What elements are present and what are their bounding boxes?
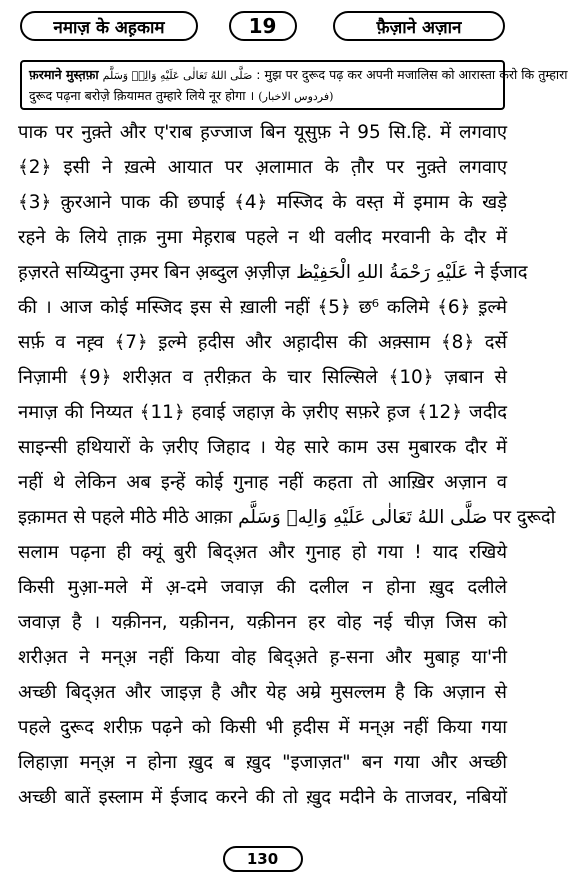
- text-line: किसी मुआ़-मले में अ़-दमे जवाज़ की दलील न होना ख़ुद दलीले: [18, 577, 507, 598]
- text-line: ﴾2﴿ इसी ने ख़त्मे आयात पर अ़लामात के त़ौर पर नुक़्ते लगवाए: [18, 157, 507, 178]
- farman-line-1: [29, 65, 568, 86]
- text-line: रहने के लिये त़ाक़ नुमा मेह़राब पहले न थी वलीद मरवानी के दौर में: [18, 227, 507, 248]
- text-line: पहले दुरूद शरीफ़ पढ़ने को किसी भी ह़दीस में मन्अ़ नहीं किया गया: [18, 717, 507, 738]
- text-line: सर्फ़ व नह़्व ﴾7﴿ इ़ल्मे ह़दीस और अह़ादीस की अक़्साम ﴾8﴿ दर्से: [18, 332, 507, 353]
- book-title: फ़ैज़ाने अज़ान: [333, 11, 505, 41]
- farman-text-2: दुरूद पढ़ना बरोज़े क़ियामत तुम्हारे लिये नूर होगा ।: [29, 88, 255, 103]
- text-line: पाक पर नुक़्ते और ए'राब ह़ज्जाज बिन यूसुफ़ ने 95 सि.हि. में लगवाए: [18, 122, 507, 143]
- text-line: शरीअ़त ने मन्अ़ नहीं किया वोह बिद्अ़ते ह़-सना और मुबाह़ या'नी: [18, 647, 507, 668]
- farman-line-2: [29, 86, 496, 107]
- farman-text-1: : मुझ पर दुरूद पढ़ कर अपनी मजालिस को आरास्ता करो कि तुम्हारा: [256, 67, 568, 82]
- text-line: साइन्सी हथियारों के ज़रीए जिहाद । येह सारे काम उस मुबारक दौर में: [18, 437, 507, 458]
- farman-source: (فردوس الاخبار): [258, 90, 334, 103]
- text-line: ﴾3﴿ क़ुरआने पाक की छपाई ﴾4﴿ मस्जिद के वस्त़ में इमाम के खड़े: [18, 192, 507, 213]
- text-line: नमाज़ की निय्यत ﴾11﴿ हवाई जहाज़ के ज़रीए सफ़रे ह़ज ﴾12﴿ जदीद: [18, 402, 507, 423]
- farman-label: फ़रमाने मुस्त़फ़ा: [29, 67, 99, 82]
- farman-salutation: صَلَّى اللهُ تَعَالٰى عَلَيْهِ وَالِهٖ وَسَلَّم: [102, 69, 253, 82]
- text-line: सलाम पढ़ना ही क्यूं बुरी बिद्अ़त और गुनाह हो गया ! याद रखिये: [18, 542, 507, 563]
- text-line: जवाज़ है । यक़ीनन, यक़ीनन, यक़ीनन हर वोह नई चीज़ जिस को: [18, 612, 507, 633]
- text-line: ह़ज़रते सय्यिदुना उ़मर बिन अ़ब्दुल अ़ज़ीज़ عَلَيْهِ رَحْمَةُ اللهِ الْحَفِيْظ ने ईजाद: [18, 262, 528, 283]
- text-line: निज़ामी ﴾9﴿ शरीअ़त व त़रीक़त के चार सिल्सिले ﴾10﴿ ज़बान से: [18, 367, 507, 388]
- page-number-footer: 130: [223, 846, 303, 872]
- main-text: [18, 115, 556, 815]
- page-header: [8, 7, 517, 43]
- chapter-title: नमाज़ के अह़काम: [20, 11, 198, 41]
- text-line: लिहाज़ा मन्अ़ न होना ख़ुद ब ख़ुद "इजाज़त" बन गया और अच्छी: [18, 752, 507, 773]
- text-line: की । आज कोई मस्जिद इस से ख़ाली नहीं ﴾5﴿ छ⁶ कलिमे ﴾6﴿ इ़ल्मे: [18, 297, 507, 318]
- text-line: अच्छी बातें इस्लाम में ईजाद करने की तो ख़ुद मदीने के ताजवर, नबियों: [18, 787, 507, 808]
- text-line: नहीं थे लेकिन अब इन्हें कोई गुनाह नहीं कहता तो आख़िर अज़ान व: [18, 472, 507, 493]
- text-line: इक़ामत से पहले मीठे मीठे आक़ा صَلَّى اللهُ تَعَالٰى عَلَيْهِ وَالِهٖ وَسَلَّم पर दुरूदो: [18, 507, 556, 528]
- chapter-page-number: 19: [229, 11, 297, 41]
- farman-box: [20, 60, 568, 110]
- text-line: अच्छी बिद्अ़त और जाइज़ है और येह अम्रे मुसल्लम है कि अज़ान से: [18, 682, 507, 703]
